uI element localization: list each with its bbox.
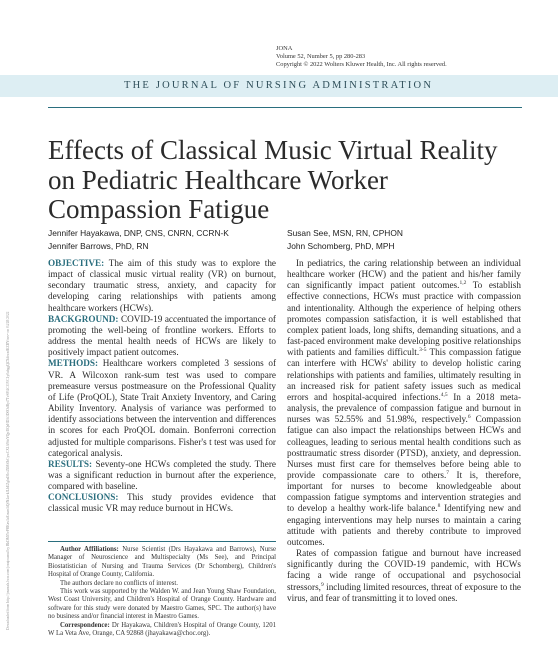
body-text-run: In a 2018 meta-analysis, the prevalence of compassion fatigue and burnout in nurses was 52.55% and 51.98%, respectively.	[287, 391, 522, 425]
section-text: Healthcare workers completed 3 sessions of VR. A Wilcoxon rank-sum test was used to compare premeasure versus postmeasure on the Professional Quality of Life (ProQOL), State Trait Anxiety Inventory, and Caring Ability Inventory. Analysis of variance was performed to identify associations between the intervention and differences in scores for each ProQOL domain. Bonferroni correction adjusted for multiple comparisons. Fisher's t test was used for categorical analysis.	[48, 358, 277, 458]
author-name: John Schomberg, PhD, MPH	[287, 240, 395, 251]
abstract-objective	[48, 258, 276, 314]
correspondence-label: Correspondence:	[60, 621, 110, 629]
citation: 4,5	[440, 391, 448, 398]
citation: 8	[437, 503, 441, 510]
citation: 7	[446, 469, 450, 476]
author-name: Susan See, MSN, RN, CPHON	[287, 228, 403, 238]
abstract-methods	[48, 358, 276, 458]
citation: 9	[320, 581, 324, 588]
body-text-run: To establish effective connections, HCWs must practice with compassion and intentionality. Although the experience of helping others promotes compassion satisfaction, it is well established that complex patient loads, long shifts, demanding situations, and a fast-paced environment make developing positive relationships with patients and families difficult.	[287, 280, 521, 358]
journal-banner	[0, 75, 558, 97]
copyright-line: Copyright © 2022 Wolters Kluwer Health, Inc. All rights reserved.	[276, 61, 447, 69]
abstract-conclusions	[48, 492, 276, 514]
body-text-run: Rates of compassion fatigue and burnout have increased significantly during the COVID-19 pandemic, with HCWs facing a wide range of occupational and psychosocial stressors,	[287, 548, 521, 592]
body-paragraph	[287, 548, 521, 604]
section-label: RESULTS:	[48, 458, 93, 469]
author-list-right	[287, 227, 403, 252]
section-text: This study provides evidence that classical music VR may reduce burnout in HCWs.	[48, 492, 276, 514]
abstract-background	[48, 314, 276, 359]
affiliation-paragraph	[48, 546, 276, 580]
header-rule	[48, 107, 522, 108]
author-name: Jennifer Hayakawa, DNP, CNS, CNRN, CCRN-K	[48, 228, 229, 238]
section-label: CONCLUSIONS:	[48, 492, 119, 503]
citation: 6	[467, 414, 471, 421]
body-text-run: Compassion fatigue can also impact the relationships between HCWs and colleagues, leading to serious mental health conditions such as posttraumatic stress disorder (PTSD), anxiety, and depression. Nurses must first care for themselves before being able to provide compassionate care to others.	[287, 414, 521, 480]
body-text-run: It is, therefore, important for nurses to become knowledgeable about compassion fatigue symptoms and intervention strategies and to develop a healthy work-life balance.	[287, 469, 521, 514]
body-text-run: This compassion fatigue can interfere with HCWs' ability to develop holistic caring relationships with patients and families, ultimately resulting in an increased risk for patient safety issues such as medical errors and hospital-acquired infections.	[287, 347, 521, 402]
journal-meta	[276, 45, 447, 70]
body-text-run: Identifying new and engaging interventions may help nurses to maintain a caring attitude with patients and thereby contribute to improved outcomes.	[287, 503, 521, 547]
abstract-results	[48, 459, 276, 492]
author-list-left	[48, 227, 229, 252]
section-label: METHODS:	[48, 358, 99, 369]
article-body	[287, 258, 521, 604]
section-text: The aim of this study was to explore the impact of classical music virtual reality (VR) on burnout, secondary traumatic stress, anxiety, and capacity for developing caring relationships with patients among healthcare workers (HCWs).	[48, 258, 276, 313]
author-affiliations	[48, 546, 276, 638]
correspondence-paragraph	[48, 622, 276, 639]
journal-abbreviation: JONA	[276, 45, 293, 52]
citation: 3-5	[419, 347, 427, 354]
affiliation-text: Nurse Scientist (Drs Hayakawa and Barrows), Nurse Manager of Neuroscience and Multispecialty (Ms See), and Principal Biostatistician of Nursing and Trauma Services (Dr Schomberg), Children's Hospital of Orange County, California.	[48, 546, 277, 579]
citation: 1,2	[459, 280, 467, 287]
volume-line: Volume 52, Number 5, pp 280-283	[276, 53, 366, 61]
abstract-rule	[48, 541, 276, 542]
author-name: Jennifer Barrows, PhD, RN	[48, 240, 149, 251]
funding-statement: This work was supported by the Walden W. and Jean Young Shaw Foundation, West Coast University, and Children's Hospital of Orange County. Hardware and software for this study were donated by Maestro Games, SPC. The author(s) have no business and/or financial interest in Maestro Games.	[48, 588, 276, 621]
abstract	[48, 258, 276, 515]
affiliation-label: Author Affiliations:	[60, 546, 119, 553]
section-text: Seventy-one HCWs completed the study. There was a significant reduction in burnout after the experience, compared with baseline.	[48, 458, 276, 492]
body-text-run: In pediatrics, the caring relationship between an individual healthcare worker (HCW) and the patient and his/her family can significantly impact patient outcomes.	[287, 258, 521, 291]
section-text: COVID-19 accentuated the importance of promoting the well-being of frontline workers. Efforts to address the mental health needs of HCWs are likely to positively impact patient outcomes.	[48, 313, 276, 358]
article-title: Effects of Classical Music Virtual Reality on Pediatric Healthcare Worker Compassion Fatigue	[48, 135, 498, 225]
conflicts-statement: The authors declare no conflicts of interest.	[60, 579, 178, 587]
section-label: BACKGROUND:	[48, 313, 119, 324]
body-text-run: including limited resources, threat of exposure to the virus, and fear of transmitting it to loved ones.	[287, 581, 521, 603]
download-watermark: Downloaded from http://journals.lww.com/jonajournal by BhDMf5ePHKav1zEoum1tQfN4a+kJLhEZgbsIHo4XMi0hCywCX1AWnYQp/IlQrHD3i3D0OdRyi7TvSFl4Cf3VC1y0abggQZXdtwnfKZBYtws= on 04/28/2022	[6, 311, 10, 630]
body-paragraph	[287, 258, 521, 548]
section-label: OBJECTIVE:	[48, 258, 105, 268]
journal-name: THE JOURNAL OF NURSING ADMINISTRATION	[124, 80, 434, 91]
correspondence-text: Dr Hayakawa, Children's Hospital of Orange County, 1201 W La Veta Ave, Orange, CA 92868 (jhayakawa@choc.org).	[48, 621, 276, 638]
